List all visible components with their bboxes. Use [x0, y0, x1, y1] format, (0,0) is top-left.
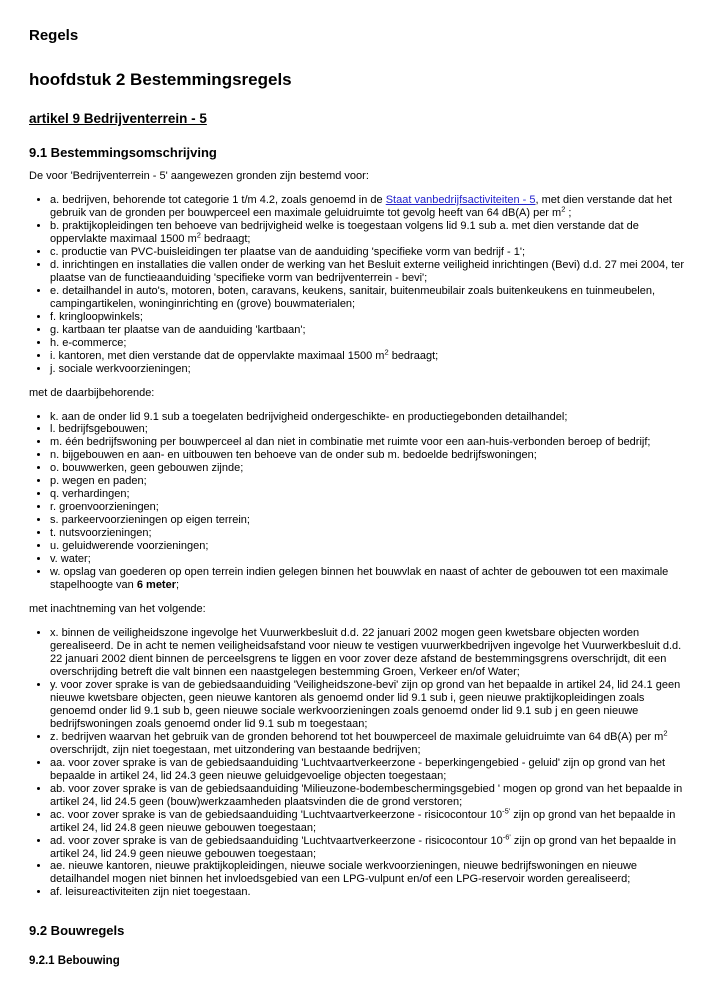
- list-item: • af. leisureactiviteiten zijn niet toegestaan.: [50, 886, 695, 899]
- list-item: • j. sociale werkvoorzieningen;: [50, 363, 695, 376]
- article-heading: artikel 9 Bedrijventerrein - 5: [29, 111, 207, 126]
- section-9-1-heading: 9.1 Bestemmingsomschrijving: [29, 145, 217, 160]
- superscript-text: 2: [561, 204, 566, 214]
- bestemming-list: [29, 194, 695, 376]
- superscript-text: -6': [502, 831, 511, 841]
- section-9-2-heading: 9.2 Bouwregels: [29, 923, 125, 939]
- list-item: • y. voor zover sprake is van de gebiedsaanduiding 'Veiligheidszone-bevi' zijn op grond van het bepaalde in artikel 24, lid 24.1 geen nieuwe kwetsbare objecten, geen nieuwe kantoren als genoemd onder lid 9.1 sub i, geen nieuwe praktijkopleidingen zoals genoemd onder lid 9.1 sub b, geen nieuwe sociale werkvoorzieningen zoals genoemd onder lid 9.1 sub j en geen nieuwe bedrijfswoningen zoals genoemd onder lid 9.1 sub m toegestaan;: [50, 679, 695, 731]
- section-9-2-1-heading: 9.2.1 Bebouwing: [29, 955, 120, 968]
- list-item: • s. parkeervoorzieningen op eigen terrein;: [50, 514, 695, 527]
- connector-inachtneming: met inachtneming van het volgende:: [29, 603, 206, 616]
- list-item: • o. bouwwerken, geen gebouwen zijnde;: [50, 462, 695, 475]
- list-item: • q. verhardingen;: [50, 488, 695, 501]
- list-item: • z. bedrijven waarvan het gebruik van de gronden behorend tot het bouwperceel de maximale geluidruimte van 64 dB(A) per $m^2$ overschrijdt, zijn niet toegestaan, met uitzondering van bestaande bedrijven;: [50, 731, 695, 757]
- list-item: • ac. voor zover sprake is van de gebiedsaanduiding 'Luchtvaartverkeerzone - risicocontour $10^{-5'}$ zijn op grond van het bepaalde in artikel 24, lid 24.8 geen nieuwe gebouwen toegestaan;: [50, 809, 695, 835]
- chapter-heading: hoofdstuk 2 Bestemmingsregels: [29, 70, 292, 89]
- list-item: • x. binnen de veiligheidszone ingevolge het Vuurwerkbesluit d.d. 22 januari 2002 mogen geen kwetsbare objecten worden gerealiseerd. De in acht te nemen veiligheidsafstand voor nieuw te vestigen vuurwerkbedrijven ingevolge het Vuurwerkbesluit d.d. 22 januari 2002 dient binnen de perceelsgrens te liggen en voor zover deze afstand de bestemmingsgrens overschrijdt, dit een overschrijding betreft die valt binnen een naastgelegen bestemming Groen, Verkeer en/of Water;: [50, 627, 695, 679]
- list-item: • w. opslag van goederen op open terrein indien gelegen binnen het bouwvlak en naast of achter de gebouwen tot een maximale stapelhoogte van 6 meter;: [50, 566, 695, 592]
- list-item: • b. praktijkopleidingen ten behoeve van bedrijvigheid welke is toegestaan volgens lid 9.1 sub a. met dien verstande dat de oppervlakte maximaal 1500 $m^2$ bedraagt;: [50, 220, 695, 246]
- list-item: • u. geluidwerende voorzieningen;: [50, 540, 695, 553]
- inachtneming-list: [29, 627, 695, 899]
- list-item: • k. aan de onder lid 9.1 sub a toegelaten bedrijvigheid ondergeschikte- en productiegebonden detailhandel;: [50, 411, 695, 424]
- list-item: • ae. nieuwe kantoren, nieuwe praktijkopleidingen, nieuwe sociale werkvoorzieningen, nieuwe bedrijfswoningen en nieuwe detailhandel mogen niet binnen het invloedsgebied van een LPG-vulpunt en/of een LPG-reservoir worden gerealiseerd;: [50, 860, 695, 886]
- superscript-text: -5': [502, 805, 511, 815]
- list-item: • c. productie van PVC-buisleidingen ter plaatse van de aanduiding 'specifieke vorm van bedrijf - 1';: [50, 246, 695, 259]
- list-item: • l. bedrijfsgebouwen;: [50, 423, 695, 436]
- bold-text: 6 meter: [136, 579, 176, 592]
- page-title: Regels: [29, 27, 79, 44]
- superscript-text: 2: [663, 728, 668, 738]
- superscript-text: 2: [196, 230, 201, 240]
- connector-daarbijbehorende: met de daarbijbehorende:: [29, 386, 155, 399]
- list-item: • g. kartbaan ter plaatse van de aanduiding 'kartbaan';: [50, 324, 695, 337]
- list-item: • p. wegen en paden;: [50, 475, 695, 488]
- list-item: • a. bedrijven, behorende tot categorie 1 t/m 4.2, zoals genoemd in de Staat vanbedrijfsactiviteiten - 5, met dien verstande dat het gebruik van de gronden per bouwperceel een maximale geluidruimte tot gevolg heeft van 64 dB(A) per $m^2$ ;: [50, 194, 695, 220]
- list-item: • n. bijgebouwen en aan- en uitbouwen ten behoeve van de onder sub m. bedoelde bedrijfswoningen;: [50, 449, 695, 462]
- list-item: • d. inrichtingen en installaties die vallen onder de werking van het Besluit externe veiligheid inrichtingen (Bevi) d.d. 27 mei 2004, ter plaatse van de functieaanduiding 'specifieke vorm van bedrijventerrein - bevi';: [50, 259, 695, 285]
- list-item: • f. kringloopwinkels;: [50, 311, 695, 324]
- superscript-text: 2: [384, 346, 389, 356]
- list-item: • aa. voor zover sprake is van de gebiedsaanduiding 'Luchtvaartverkeerzone - beperkingengebied - geluid' zijn op grond van het bepaalde in artikel 24, lid 24.3 geen nieuwe geluidgevoelige objecten toegestaan;: [50, 757, 695, 783]
- list-item: • i. kantoren, met dien verstande dat de oppervlakte maximaal 1500 $m^2$ bedraagt;: [50, 350, 695, 363]
- list-item: • t. nutsvoorzieningen;: [50, 527, 695, 540]
- list-item: • r. groenvoorzieningen;: [50, 501, 695, 514]
- intro-text: De voor 'Bedrijventerrein - 5' aangewezen gronden zijn bestemd voor:: [29, 170, 369, 182]
- document-link[interactable]: Staat vanbedrijfsactiviteiten - 5: [385, 193, 536, 206]
- list-item: • ad. voor zover sprake is van de gebiedsaanduiding 'Luchtvaartverkeerzone - risicocontour $10^{-6'}$ zijn op grond van het bepaalde in artikel 24, lid 24.9 geen nieuwe gebouwen toegestaan;: [50, 835, 695, 861]
- list-item: • ab. voor zover sprake is van de gebiedsaanduiding 'Milieuzone-bodembeschermingsgebied ' mogen op grond van het bepaalde in artikel 24, lid 24.5 geen (bouw)werkzaamheden plaatsvinden die de grond verstoren;: [50, 783, 695, 809]
- daarbijbehorende-list: [29, 411, 695, 593]
- list-item: • e. detailhandel in auto's, motoren, boten, caravans, keukens, sanitair, buitenmeubilair zoals buitenkeukens en tuinmeubelen, campingartikelen, woninginrichting en (grove) bouwmaterialen;: [50, 285, 695, 311]
- list-item: • v. water;: [50, 553, 695, 566]
- list-item: • h. e-commerce;: [50, 337, 695, 350]
- list-item: • m. één bedrijfswoning per bouwperceel al dan niet in combinatie met ruimte voor een aan-huis-verbonden beroep of bedrijf;: [50, 436, 695, 449]
